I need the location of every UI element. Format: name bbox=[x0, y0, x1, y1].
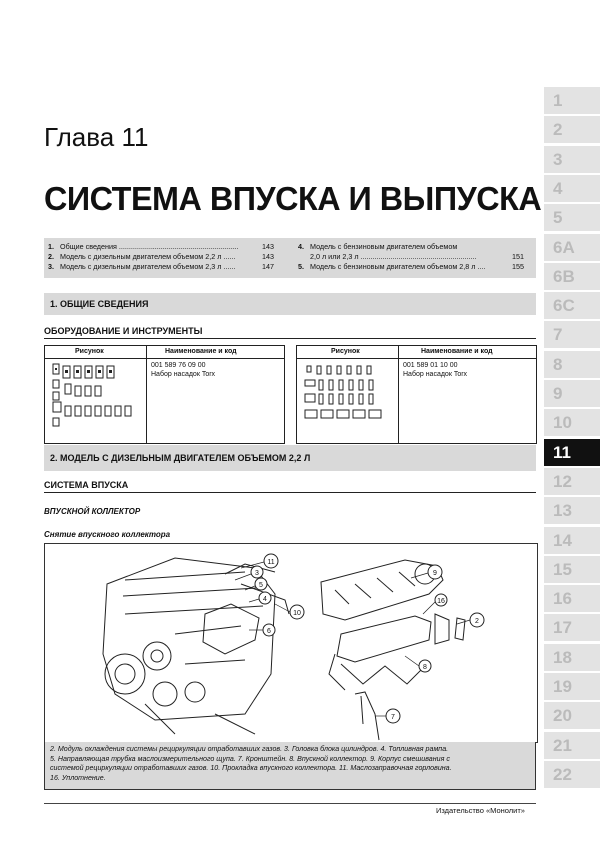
column-header-name: Наименование и код bbox=[165, 348, 237, 355]
chapter-tab-label: 4 bbox=[553, 178, 563, 198]
caption-line: 2. Модуль охлаждения системы рециркуляции отработавших газов. 3. Головка блока цилиндров. 4. Топливная рампа. bbox=[50, 745, 449, 753]
chapter-tab[interactable] bbox=[544, 496, 600, 524]
toc-entry[interactable] bbox=[298, 252, 524, 262]
tool-table-header bbox=[45, 346, 284, 359]
column-header-figure: Рисунок bbox=[75, 348, 104, 355]
tool-name: Набор насадок Torx bbox=[403, 371, 468, 378]
page-title: СИСТЕМА ВПУСКА И ВЫПУСКА bbox=[44, 180, 542, 217]
section-title: 2. МОДЕЛЬ С ДИЗЕЛЬНЫМ ДВИГАТЕЛЕМ ОБЪЕМОМ 2,2 Л bbox=[50, 453, 311, 463]
chapter-tab[interactable] bbox=[544, 555, 600, 583]
callout-label: 3 bbox=[255, 570, 259, 577]
column-header-name: Наименование и код bbox=[421, 348, 493, 355]
callout-label: 2 bbox=[475, 618, 479, 625]
chapter-tab-label: 21 bbox=[553, 735, 572, 755]
chapter-tab-label: 1 bbox=[553, 91, 563, 110]
equipment-heading: ОБОРУДОВАНИЕ И ИНСТРУМЕНТЫ bbox=[44, 326, 536, 339]
chapter-tab[interactable] bbox=[544, 86, 600, 114]
tool-info bbox=[403, 361, 467, 379]
chapter-tab[interactable] bbox=[544, 731, 600, 759]
chapter-tab[interactable] bbox=[544, 262, 600, 290]
figure-caption bbox=[44, 742, 536, 790]
chapter-tab[interactable] bbox=[544, 643, 600, 671]
chapter-tab[interactable] bbox=[544, 438, 600, 466]
callout-label: 10 bbox=[293, 610, 301, 617]
tool-name: Набор насадок Torx bbox=[151, 371, 216, 378]
chapter-tab[interactable] bbox=[544, 203, 600, 231]
tool-code: 001 589 01 10 00 bbox=[403, 362, 458, 369]
chapter-tab-label: 9 bbox=[553, 384, 563, 403]
toc-entry[interactable] bbox=[48, 242, 274, 252]
toc-text: Модель с дизельным двигателем объемом 2,3 л ...... bbox=[60, 262, 236, 271]
toc-page: 151 bbox=[512, 252, 524, 261]
callout-label: 9 bbox=[433, 570, 437, 577]
callout-label: 4 bbox=[263, 596, 267, 603]
chapter-tab[interactable] bbox=[544, 320, 600, 348]
chapter-tab[interactable] bbox=[544, 584, 600, 612]
chapter-tab-label: 8 bbox=[553, 354, 563, 374]
section-title: 1. ОБЩИЕ СВЕДЕНИЯ bbox=[50, 299, 149, 309]
publisher-credit: Издательство «Монолит» bbox=[436, 806, 525, 815]
chapter-tab-label: 6A bbox=[553, 237, 575, 257]
chapter-tab-label: 16 bbox=[553, 589, 572, 609]
toc-num: 1. bbox=[48, 242, 54, 251]
chapter-tab-label: 19 bbox=[553, 677, 572, 696]
callout-label: 5 bbox=[259, 582, 263, 589]
tool-code: 001 589 76 09 00 bbox=[151, 362, 206, 369]
chapter-tab-label: 6C bbox=[553, 296, 575, 316]
callout-label: 11 bbox=[267, 559, 275, 566]
engine-diagram bbox=[44, 543, 538, 743]
callout-label: 16 bbox=[437, 598, 445, 605]
chapter-tab[interactable] bbox=[544, 760, 600, 788]
chapter-tab-label: 6B bbox=[553, 266, 575, 286]
removal-heading: Снятие впускного коллектора bbox=[44, 530, 171, 539]
toc-page: 143 bbox=[262, 242, 274, 251]
toc-num bbox=[298, 252, 310, 262]
torx-bits-illustration bbox=[301, 362, 395, 432]
toc-entry[interactable] bbox=[298, 262, 524, 272]
chapter-tab-label: 10 bbox=[553, 413, 572, 433]
intake-manifold-heading: ВПУСКНОЙ КОЛЛЕКТОР bbox=[44, 507, 141, 516]
intake-system-heading: СИСТЕМА ВПУСКА bbox=[44, 480, 536, 493]
tool-info bbox=[151, 361, 215, 379]
toc-right-column bbox=[298, 242, 524, 272]
caption-line: 5. Направляющая трубка маслоизмерительного щупа. 7. Кронштейн. 8. Впускной коллектор. 9. Корпус смешивания с bbox=[50, 754, 450, 763]
chapter-tab-label: 20 bbox=[553, 706, 572, 726]
chapter-tab[interactable] bbox=[544, 379, 600, 407]
chapter-label: Глава 11 bbox=[44, 122, 149, 152]
callout-label: 7 bbox=[391, 714, 395, 721]
chapter-tab[interactable] bbox=[544, 526, 600, 554]
chapter-tab-label: 17 bbox=[553, 618, 572, 638]
toc-num: 2. bbox=[48, 252, 54, 261]
engine-exploded-view bbox=[45, 544, 537, 742]
chapter-tab[interactable] bbox=[544, 701, 600, 729]
chapter-tab-label: 3 bbox=[553, 149, 563, 169]
chapter-tab-label: 7 bbox=[553, 325, 563, 345]
toc-entry[interactable] bbox=[48, 252, 274, 262]
table-of-contents bbox=[44, 238, 536, 278]
chapter-tab-label: 5 bbox=[553, 208, 563, 228]
toc-text: 2,0 л или 2,3 л .......................................................... bbox=[310, 252, 477, 261]
chapter-tab-label: 14 bbox=[553, 530, 572, 550]
torx-bits-illustration bbox=[49, 362, 139, 432]
column-header-figure: Рисунок bbox=[331, 348, 360, 355]
chapter-tab[interactable] bbox=[544, 291, 600, 319]
toc-text: Модель с дизельным двигателем объемом 2,2 л ...... bbox=[60, 252, 236, 261]
toc-entry[interactable] bbox=[48, 262, 274, 272]
toc-num: 4. bbox=[298, 242, 304, 251]
chapter-tab[interactable] bbox=[544, 115, 600, 143]
toc-text: Общие сведения ............................................................ bbox=[60, 242, 239, 251]
chapter-tab[interactable] bbox=[544, 145, 600, 173]
section-header-diesel-22 bbox=[44, 445, 536, 471]
chapter-tab-label: 12 bbox=[553, 471, 572, 491]
chapter-tab[interactable] bbox=[544, 233, 600, 261]
chapter-tab-label: 22 bbox=[553, 764, 572, 784]
toc-text: Модель с бензиновым двигателем объемом 2,8 л .... bbox=[310, 262, 486, 271]
toc-left-column bbox=[48, 242, 274, 272]
toc-num: 3. bbox=[48, 262, 54, 271]
caption-line: системой рециркуляции отработавших газов. 10. Прокладка впускного коллектора. 11. Маслозаправочная горловина. bbox=[50, 764, 452, 773]
chapter-tab[interactable] bbox=[544, 467, 600, 495]
toc-page: 147 bbox=[262, 262, 274, 271]
chapter-tab-label: 15 bbox=[553, 559, 572, 579]
chapter-tab[interactable] bbox=[544, 613, 600, 641]
toc-page: 143 bbox=[262, 252, 274, 261]
chapter-tab[interactable] bbox=[544, 350, 600, 378]
section-header-general bbox=[44, 293, 536, 315]
chapter-tab[interactable] bbox=[544, 408, 600, 436]
toc-text: Модель с бензиновым двигателем объемом bbox=[310, 242, 458, 251]
toc-entry[interactable] bbox=[298, 242, 524, 252]
chapter-tab-label: 2 bbox=[553, 120, 563, 140]
caption-line: 16. Уплотнение. bbox=[50, 773, 106, 782]
chapter-tab-label: 18 bbox=[553, 647, 572, 667]
tool-table-header bbox=[297, 346, 536, 359]
chapter-tab-label: 11 bbox=[553, 442, 571, 462]
chapter-tab[interactable] bbox=[544, 672, 600, 700]
callout-label: 6 bbox=[267, 628, 271, 635]
toc-num: 5. bbox=[298, 262, 304, 271]
tool-table-2 bbox=[296, 345, 537, 444]
toc-page: 155 bbox=[512, 262, 524, 271]
chapter-tab-label: 13 bbox=[553, 501, 572, 521]
tool-table-1 bbox=[44, 345, 285, 444]
callout-label: 8 bbox=[423, 664, 427, 671]
chapter-tab[interactable] bbox=[544, 174, 600, 202]
